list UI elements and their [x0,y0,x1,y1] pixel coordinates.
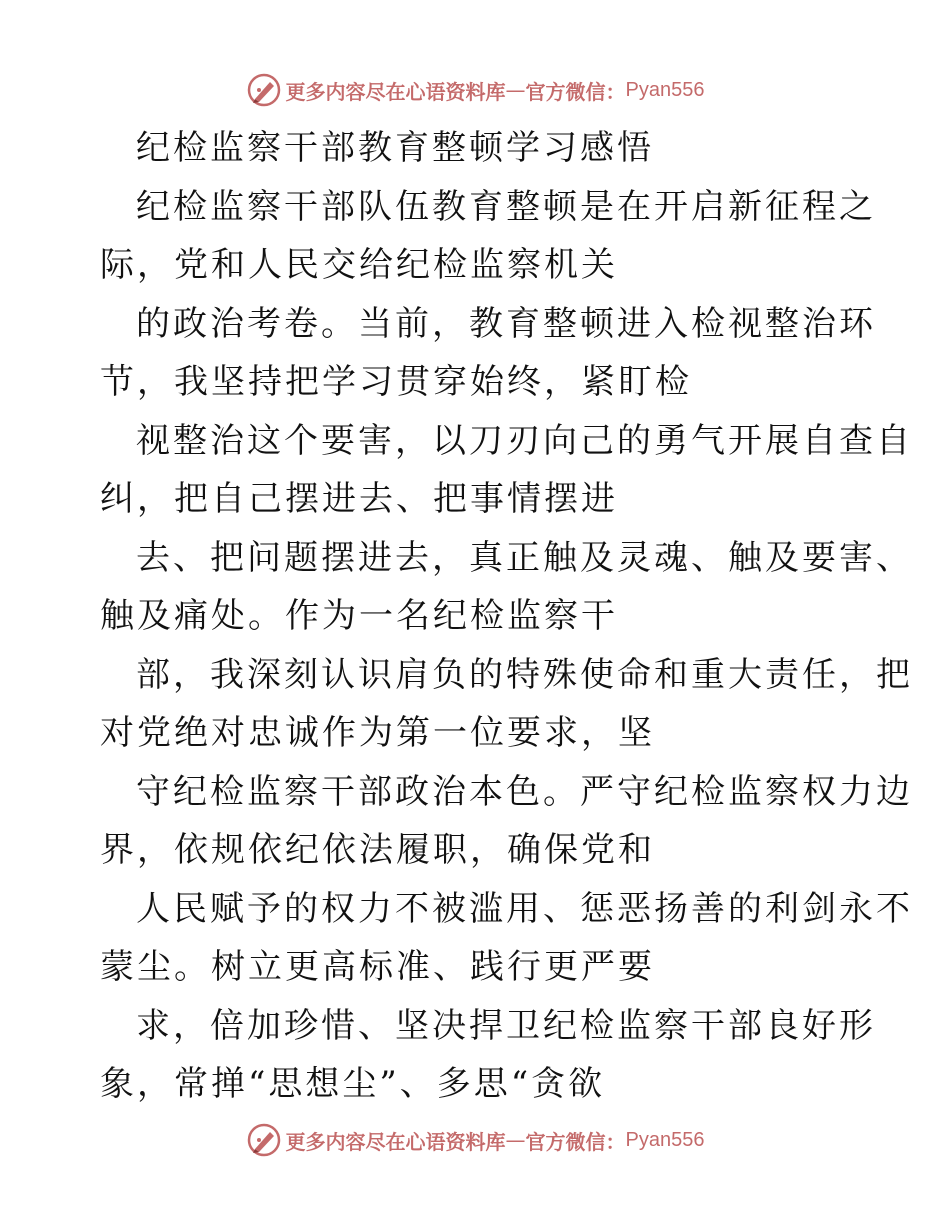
text-line: 纠，把自己摆进去、把事情摆进 [100,479,618,519]
watermark-wechat-id: Pyan556 [625,1128,705,1151]
text-line: 求，倍加珍惜、坚决捍卫纪检监察干部良好形 [136,1005,876,1046]
watermark-dash: — [505,78,526,102]
pen-logo-icon [246,72,282,108]
watermark-wechat-label: 官方微信： [525,79,626,104]
watermark-dash: — [505,1128,526,1152]
text-line: 视整治这个要害，以刀刃向己的勇气开展自查自 [136,420,913,461]
text-line: 节，我坚持把学习贯穿始终，紧盯检 [100,362,692,402]
text-line: 去、把问题摆进去，真正触及灵魂、触及要害、 [136,537,913,578]
text-line: 人民赋予的权力不被滥用、惩恶扬善的利剑永不 [136,888,913,929]
document-title: 纪检监察干部教育整顿学习感悟 [136,128,654,168]
text-line: 纪检监察干部队伍教育整顿是在开启新征程之 [136,186,876,227]
text-line: 触及痛处。作为一名纪检监察干 [100,596,618,636]
header-watermark [0,70,950,110]
watermark-text: 更多内容尽在心语资料库 [285,1129,506,1154]
footer-watermark [0,1120,950,1160]
text-line: 的政治考卷。当前，教育整顿进入检视整治环 [136,303,876,344]
text-line: 界，依规依纪依法履职，确保党和 [100,830,655,870]
text-line: 蒙尘。树立更高标准、践行更严要 [100,947,655,987]
text-line: 守纪检监察干部政治本色。严守纪检监察权力边 [136,771,913,812]
text-line: 对党绝对忠诚作为第一位要求，坚 [100,713,655,753]
watermark-text: 更多内容尽在心语资料库 [285,79,506,104]
watermark-wechat-id: Pyan556 [625,78,705,101]
text-line: 部，我深刻认识肩负的特殊使命和重大责任，把 [136,654,913,695]
text-line: 际，党和人民交给纪检监察机关 [100,245,618,285]
watermark-wechat-label: 官方微信： [525,1129,626,1154]
pen-logo-icon [246,1122,282,1158]
text-line: 象，常掸“思想尘”、多思“贪欲 [100,1064,606,1104]
